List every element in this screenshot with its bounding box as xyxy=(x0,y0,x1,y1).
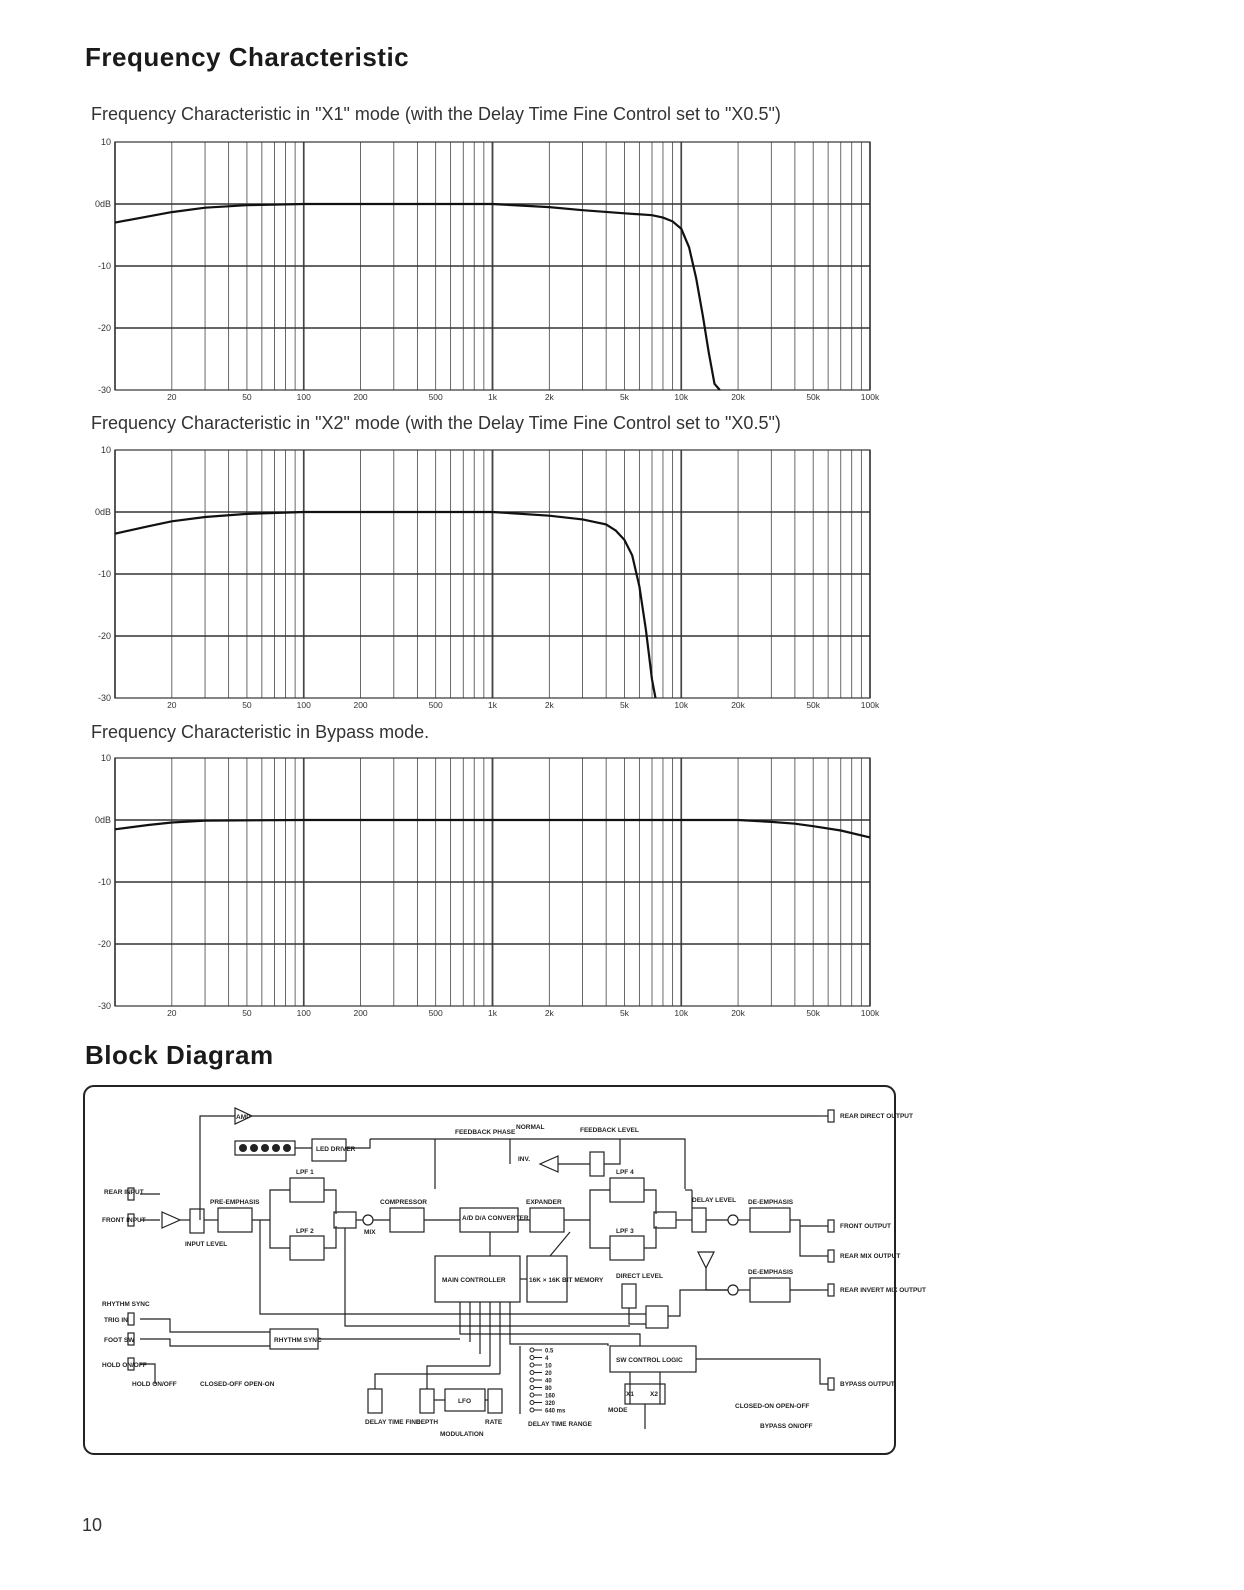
label-bypass-on-off: BYPASS ON/OFF xyxy=(760,1423,813,1430)
chart-x1-mode xyxy=(80,130,900,400)
range-step-label: 160 xyxy=(545,1393,556,1400)
chart-x2-mode xyxy=(80,438,900,708)
range-step-label: 40 xyxy=(545,1378,552,1385)
label-adda: A/D D/A CONVERTER xyxy=(462,1215,529,1222)
label-rear-input: REAR INPUT xyxy=(104,1189,144,1196)
x-tick-label: 500 xyxy=(428,1008,443,1018)
label-bypass-output: BYPASS OUTPUT xyxy=(840,1381,895,1388)
x-tick-label: 5k xyxy=(619,700,629,710)
chart-2-caption: Frequency Characteristic in "X2" mode (with the Delay Time Fine Control set to "X0.5") xyxy=(91,413,781,433)
block-diagram-heading: Block Diagram xyxy=(85,1040,274,1070)
x-tick-label: 50 xyxy=(242,1008,252,1018)
range-step-label: 0.5 xyxy=(545,1348,554,1355)
x-tick-label: 2k xyxy=(544,392,554,402)
x-tick-label: 5k xyxy=(619,392,629,402)
range-step-label: 4 xyxy=(545,1356,549,1362)
x-tick-label: 100k xyxy=(860,392,880,402)
label-led-driver: LED DRIVER xyxy=(316,1146,356,1153)
range-step-label: 320 xyxy=(545,1401,556,1407)
label-modulation: MODULATION xyxy=(440,1431,484,1438)
label-hold-on-off: HOLD ON/OFF xyxy=(102,1362,147,1369)
x-tick-label: 200 xyxy=(353,392,368,402)
label-front-input: FRONT INPUT xyxy=(102,1217,146,1224)
x-tick-label: 1k xyxy=(488,392,497,402)
y-tick-label: -20 xyxy=(97,323,111,333)
block-diagram xyxy=(80,1084,926,1460)
label-de-emphasis-2: DE-EMPHASIS xyxy=(748,1269,794,1276)
x-tick-label: 20 xyxy=(167,700,177,710)
label-lpf4: LPF 4 xyxy=(616,1169,634,1176)
x-tick-label: 100 xyxy=(296,700,311,710)
y-tick-label: -10 xyxy=(97,877,111,887)
x-tick-label: 1k xyxy=(488,1008,497,1018)
label-lfo: LFO xyxy=(458,1398,471,1405)
y-tick-label: -30 xyxy=(97,693,111,703)
label-mix: MIX xyxy=(364,1229,376,1236)
label-delay-level: DELAY LEVEL xyxy=(692,1197,737,1204)
label-lpf1: LPF 1 xyxy=(296,1169,314,1176)
chart-1-caption: Frequency Characteristic in "X1" mode (with the Delay Time Fine Control set to "X0.5") xyxy=(91,104,781,124)
label-lpf2: LPF 2 xyxy=(296,1228,314,1235)
label-rhythm-sync-block: RHYTHM SYNC xyxy=(274,1337,322,1344)
label-depth: DEPTH xyxy=(416,1419,439,1426)
x-tick-label: 50k xyxy=(806,1008,821,1018)
range-step-label: 640 ms xyxy=(545,1408,566,1415)
label-closed-on-open-off: CLOSED-ON OPEN-OFF xyxy=(735,1403,810,1410)
range-step-label: 20 xyxy=(545,1371,552,1377)
label-rhythm-sync: RHYTHM SYNC xyxy=(102,1301,150,1308)
label-delay-time-range: DELAY TIME RANGE xyxy=(528,1421,592,1428)
y-tick-label: -30 xyxy=(97,1001,111,1011)
x-tick-label: 500 xyxy=(428,700,443,710)
x-tick-label: 2k xyxy=(544,700,554,710)
y-tick-label: 10 xyxy=(100,445,111,455)
x-tick-label: 50k xyxy=(806,392,821,402)
label-trig-in: TRIG IN xyxy=(104,1317,128,1324)
label-expander: EXPANDER xyxy=(526,1199,562,1206)
label-rate: RATE xyxy=(485,1419,503,1426)
label-amp: AMP xyxy=(236,1114,251,1121)
label-feedback-phase: FEEDBACK PHASE xyxy=(455,1129,516,1136)
x-tick-label: 100 xyxy=(296,392,311,402)
chart-bypass-mode xyxy=(80,746,900,1016)
y-tick-label: 0dB xyxy=(94,507,111,517)
frequency-heading: Frequency Characteristic xyxy=(85,42,410,72)
label-inv: INV. xyxy=(518,1156,531,1163)
label-pre-emphasis: PRE-EMPHASIS xyxy=(210,1199,260,1206)
label-mode-x2: X2 xyxy=(650,1391,658,1398)
label-feedback-level: FEEDBACK LEVEL xyxy=(580,1127,639,1134)
y-tick-label: 0dB xyxy=(94,815,111,825)
range-step-label: 10 xyxy=(545,1363,552,1370)
label-compressor: COMPRESSOR xyxy=(380,1199,427,1206)
label-main-controller: MAIN CONTROLLER xyxy=(442,1277,506,1284)
range-step-label: 80 xyxy=(545,1386,552,1392)
x-tick-label: 5k xyxy=(619,1008,629,1018)
label-foot-sw: FOOT SW xyxy=(104,1337,135,1344)
x-tick-label: 50k xyxy=(806,700,821,710)
label-sw-control-logic: SW CONTROL LOGIC xyxy=(616,1357,683,1364)
y-tick-label: -20 xyxy=(97,631,111,641)
x-tick-label: 20k xyxy=(731,1008,745,1018)
label-rear-invert-mix-output: REAR INVERT MIX OUTPUT xyxy=(840,1287,926,1294)
label-lpf3: LPF 3 xyxy=(616,1228,634,1235)
y-tick-label: -20 xyxy=(97,939,111,949)
label-closed-off-open-on: CLOSED-OFF OPEN-ON xyxy=(200,1381,275,1388)
label-delay-time-fine: DELAY TIME FINE xyxy=(365,1419,421,1426)
label-memory: 16K × 16K BIT MEMORY xyxy=(529,1277,604,1284)
y-tick-label: 10 xyxy=(100,137,111,147)
x-tick-label: 10k xyxy=(674,700,689,710)
label-rear-mix-output: REAR MIX OUTPUT xyxy=(840,1253,901,1260)
y-tick-label: 0dB xyxy=(94,199,111,209)
x-tick-label: 20 xyxy=(167,1008,177,1018)
label-normal: NORMAL xyxy=(516,1124,545,1131)
label-mode: MODE xyxy=(608,1407,628,1414)
x-tick-label: 2k xyxy=(544,1008,554,1018)
label-front-output: FRONT OUTPUT xyxy=(840,1223,891,1230)
x-tick-label: 20k xyxy=(731,392,745,402)
label-input-level: INPUT LEVEL xyxy=(185,1241,228,1248)
response-curve xyxy=(115,512,656,698)
page-number: 10 xyxy=(82,1515,103,1535)
x-tick-label: 20k xyxy=(731,700,745,710)
x-tick-label: 1k xyxy=(488,700,497,710)
x-tick-label: 500 xyxy=(428,392,443,402)
x-tick-label: 200 xyxy=(353,700,368,710)
label-direct-level: DIRECT LEVEL xyxy=(616,1273,663,1280)
y-tick-label: -10 xyxy=(97,261,111,271)
x-tick-label: 10k xyxy=(674,392,689,402)
label-rear-direct-output: REAR DIRECT OUTPUT xyxy=(840,1113,913,1120)
x-tick-label: 50 xyxy=(242,700,252,710)
x-tick-label: 100k xyxy=(860,1008,880,1018)
x-tick-label: 100k xyxy=(860,700,880,710)
y-tick-label: -10 xyxy=(97,569,111,579)
chart-3-caption: Frequency Characteristic in Bypass mode. xyxy=(91,722,430,742)
x-tick-label: 200 xyxy=(353,1008,368,1018)
x-tick-label: 100 xyxy=(296,1008,311,1018)
label-hold-on-off-2: HOLD ON/OFF xyxy=(132,1381,177,1388)
y-tick-label: -30 xyxy=(97,385,111,395)
y-tick-label: 10 xyxy=(100,753,111,763)
x-tick-label: 20 xyxy=(167,392,177,402)
label-mode-x1: X1 xyxy=(626,1391,634,1398)
x-tick-label: 10k xyxy=(674,1008,689,1018)
x-tick-label: 50 xyxy=(242,392,252,402)
label-de-emphasis-1: DE-EMPHASIS xyxy=(748,1199,794,1206)
